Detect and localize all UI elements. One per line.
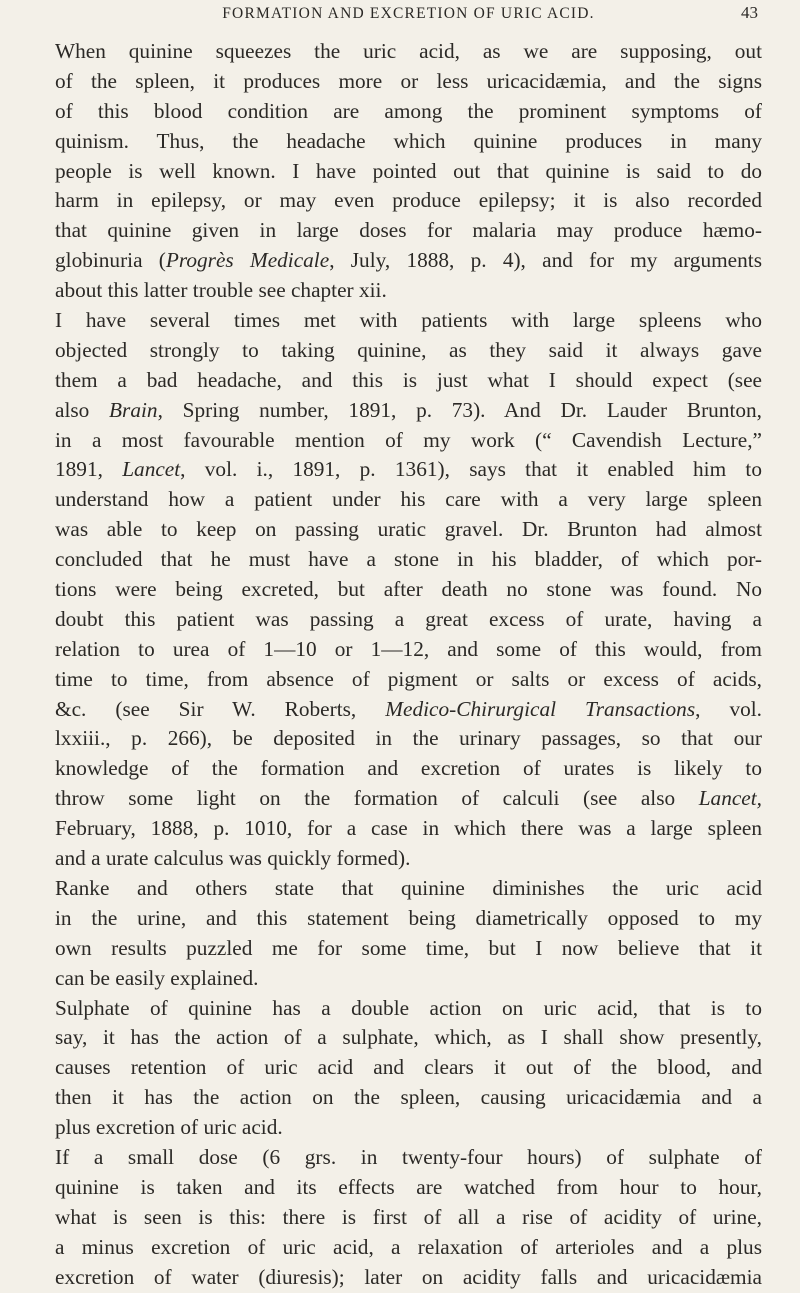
text-line xyxy=(55,246,762,276)
text-line xyxy=(55,1233,762,1263)
text-segment: objected strongly to taking quinine, as they said it always gave xyxy=(55,337,762,362)
text-segment: Ranke and others state that quinine diminishes the uric acid xyxy=(55,875,762,900)
text-line xyxy=(55,665,762,695)
text-line xyxy=(55,1023,762,1053)
text-line xyxy=(55,67,762,97)
text-segment: 1891, xyxy=(55,457,123,482)
text-line xyxy=(55,635,762,665)
text-line xyxy=(55,426,762,456)
text-segment: of the spleen, it produces more or less uricacidæmia, and the signs xyxy=(55,68,762,93)
text-line xyxy=(55,97,762,127)
text-line xyxy=(55,784,762,814)
text-segment: , July, 1888, p. 4), and for my arguments xyxy=(329,248,762,273)
text-line xyxy=(55,575,762,605)
text-segment: When quinine squeezes the uric acid, as we are supposing, out xyxy=(55,39,762,63)
text-segment: in the urine, and this statement being diametrically opposed to my xyxy=(55,905,762,930)
italic-citation: Lancet xyxy=(122,457,181,482)
text-segment: quinism. Thus, the headache which quinine produces in many xyxy=(55,128,762,153)
text-line xyxy=(55,515,762,545)
text-line xyxy=(55,724,762,754)
italic-citation: Medico-Chirurgical Transactions xyxy=(385,696,696,721)
text-line xyxy=(55,455,762,485)
text-segment: If a small dose (6 grs. in twenty-four hours) of sulphate of xyxy=(55,1144,762,1169)
page-number: 43 xyxy=(741,3,758,22)
text-segment: I have several times met with patients with large spleens who xyxy=(55,308,762,333)
text-line xyxy=(55,994,762,1024)
italic-citation: Progrès Medicale xyxy=(165,248,330,273)
text-segment: , vol. i., 1891, p. 1361), says that it enabled him to xyxy=(180,457,762,482)
text-segment: can be easily explained. xyxy=(55,965,259,990)
text-segment: Sulphate of quinine has a double action on uric acid, that is to xyxy=(55,995,762,1020)
text-segment: harm in epilepsy, or may even produce epilepsy; it is also recorded xyxy=(55,188,762,213)
text-line xyxy=(55,1143,762,1173)
text-segment: people is well known. I have pointed out that quinine is said to do xyxy=(55,158,762,183)
text-segment: was able to keep on passing uratic gravel. Dr. Brunton had almost xyxy=(55,517,762,542)
text-segment: excretion of water (diuresis); later on acidity falls and uricacidæmia xyxy=(55,1264,762,1289)
text-segment: in a most favourable mention of my work (“ Cavendish Lecture,” xyxy=(55,427,762,452)
text-line xyxy=(55,1083,762,1113)
text-line xyxy=(55,1203,762,1233)
text-line xyxy=(55,754,762,784)
text-segment: quinine is taken and its effects are watched from hour to hour, xyxy=(55,1174,762,1199)
text-line xyxy=(55,1053,762,1083)
text-segment: February, 1888, p. 1010, for a case in which there was a large spleen xyxy=(55,816,762,841)
italic-citation: Lancet, xyxy=(698,786,762,811)
text-segment: causes retention of uric acid and clears it out of the blood, and xyxy=(55,1055,762,1080)
text-line xyxy=(55,904,762,934)
text-line xyxy=(55,1173,762,1203)
text-segment: say, it has the action of a sulphate, which, as I shall show presently, xyxy=(55,1025,762,1050)
text-segment: relation to urea of 1—10 or 1—12, and some of this would, from xyxy=(55,636,762,661)
text-segment: concluded that he must have a stone in his bladder, of which por- xyxy=(55,547,762,572)
text-segment: own results puzzled me for some time, but I now believe that it xyxy=(55,935,762,960)
text-line xyxy=(55,485,762,515)
text-segment: plus excretion of uric acid. xyxy=(55,1115,283,1140)
text-line xyxy=(55,276,762,306)
text-line xyxy=(55,336,762,366)
text-line xyxy=(55,127,762,157)
text-line xyxy=(55,964,762,994)
text-line xyxy=(55,216,762,246)
text-segment: , vol. xyxy=(695,696,762,721)
text-line xyxy=(55,306,762,336)
text-segment: of this blood condition are among the prominent symptoms of xyxy=(55,98,762,123)
running-header xyxy=(55,3,762,27)
text-line xyxy=(55,814,762,844)
text-segment: throw some light on the formation of calculi (see also xyxy=(55,786,699,811)
text-segment: also xyxy=(55,397,110,422)
text-segment: that quinine given in large doses for malaria may produce hæmo- xyxy=(55,218,762,243)
text-line xyxy=(55,844,762,874)
text-segment: lxxiii., p. 266), be deposited in the urinary passages, so that our xyxy=(55,726,762,751)
text-line xyxy=(55,366,762,396)
text-segment: understand how a patient under his care with a very large spleen xyxy=(55,487,762,512)
text-line xyxy=(55,186,762,216)
text-line xyxy=(55,874,762,904)
text-line xyxy=(55,605,762,635)
text-segment: , Spring number, 1891, p. 73). And Dr. Lauder Brunton, xyxy=(157,397,762,422)
text-segment: globinuria ( xyxy=(55,248,166,273)
text-line xyxy=(55,1113,762,1143)
text-segment: them a bad headache, and this is just what I should expect (see xyxy=(55,367,762,392)
text-line xyxy=(55,37,762,67)
text-segment: what is seen is this: there is first of all a rise of acidity of urine, xyxy=(55,1204,762,1229)
text-line xyxy=(55,396,762,426)
text-line xyxy=(55,934,762,964)
text-line xyxy=(55,157,762,187)
italic-citation: Brain xyxy=(109,397,158,422)
text-line xyxy=(55,695,762,725)
body-text xyxy=(55,37,762,1292)
text-line xyxy=(55,1263,762,1293)
text-segment: then it has the action on the spleen, causing uricacidæmia and a xyxy=(55,1085,762,1110)
text-segment: doubt this patient was passing a great excess of urate, having a xyxy=(55,606,762,631)
text-segment: a minus excretion of uric acid, a relaxation of arterioles and a plus xyxy=(55,1234,762,1259)
text-segment: about this latter trouble see chapter xii. xyxy=(55,278,387,303)
running-title: FORMATION AND EXCRETION OF URIC ACID. xyxy=(222,5,595,22)
text-segment: and a urate calculus was quickly formed). xyxy=(55,846,411,871)
text-segment: knowledge of the formation and excretion of urates is likely to xyxy=(55,756,762,781)
text-segment: tions were being excreted, but after death no stone was found. No xyxy=(55,577,762,602)
text-segment: &c. (see Sir W. Roberts, xyxy=(55,696,386,721)
text-line xyxy=(55,545,762,575)
text-segment: time to time, from absence of pigment or salts or excess of acids, xyxy=(55,666,762,691)
